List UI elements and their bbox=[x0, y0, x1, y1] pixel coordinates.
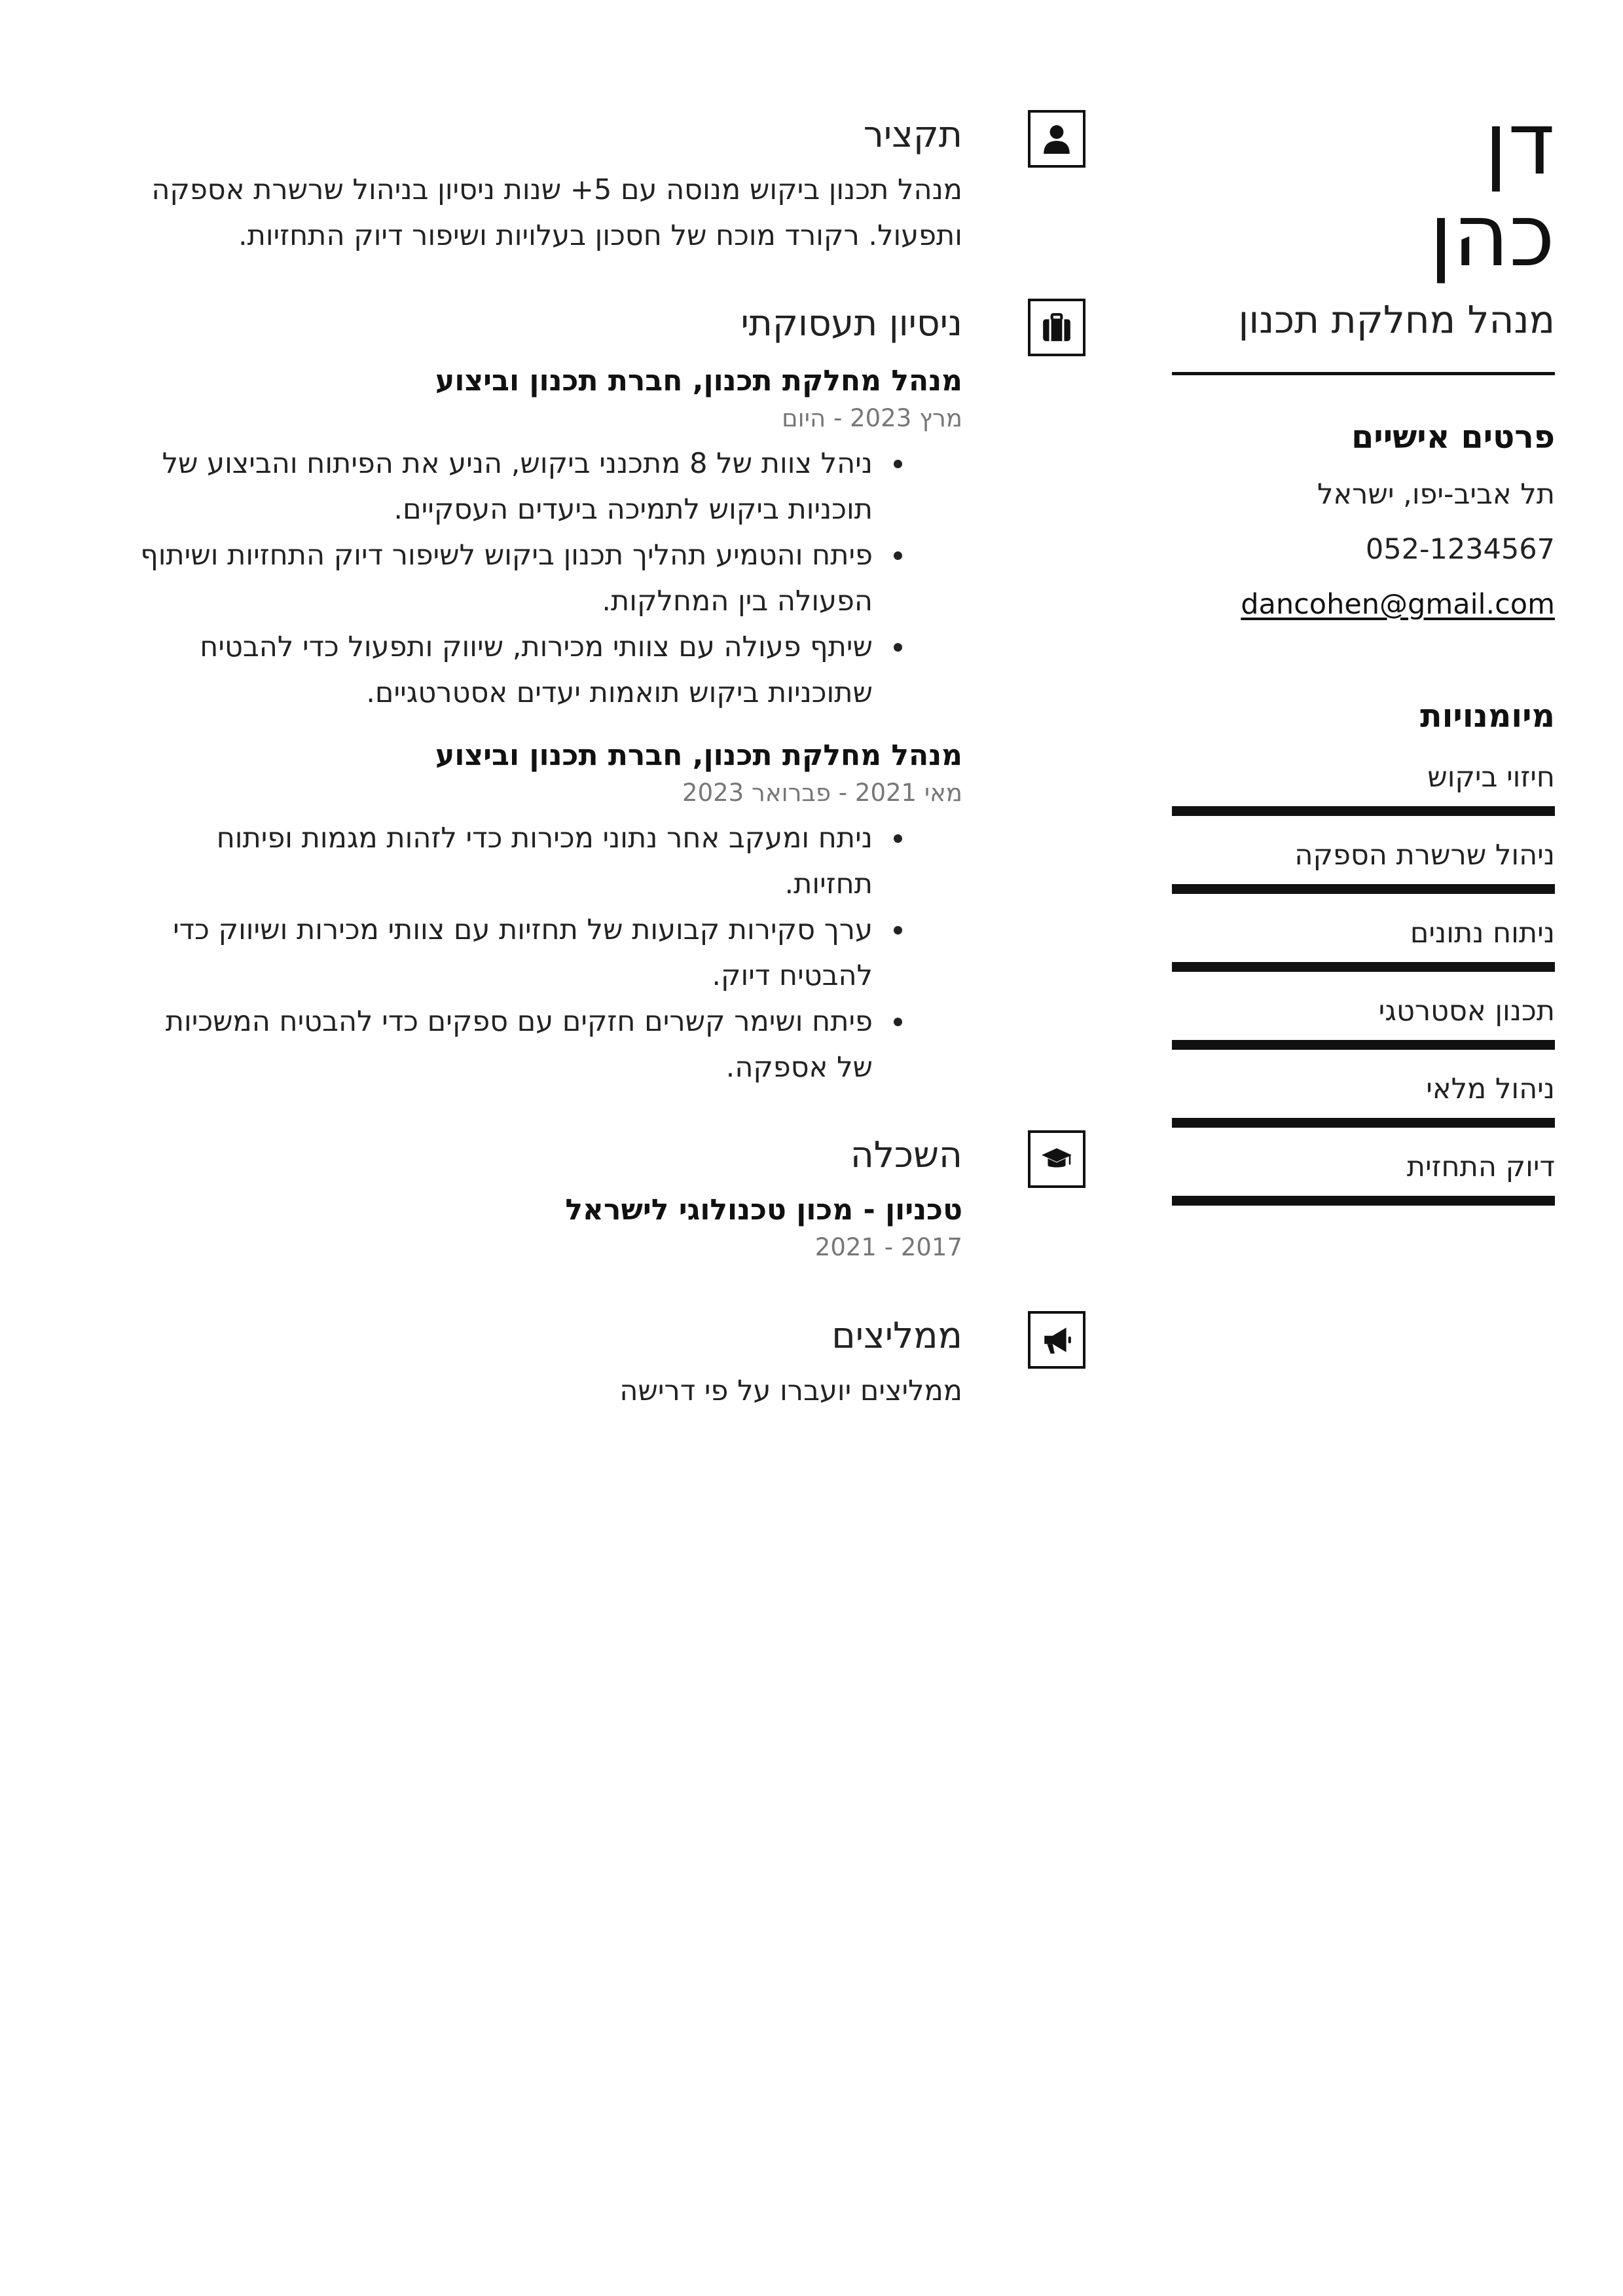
skill-label: תכנון אסטרטגי bbox=[1378, 995, 1555, 1028]
email-item bbox=[1172, 585, 1555, 624]
job-bullet: • פיתח ושימר קשרים חזקים עם ספקים כדי להבטיח המשכיות של אספקה. bbox=[128, 999, 881, 1090]
job-title: מנהל מחלקת תכנון, חברת תכנון וביצוע bbox=[435, 364, 962, 398]
skill-level-bar bbox=[1172, 806, 1555, 816]
personal-details-heading: פרטים אישיים bbox=[1351, 418, 1555, 456]
main-column bbox=[128, 108, 962, 1414]
summary-title: תקציר bbox=[863, 113, 962, 155]
references-text: ממליצים יועברו על פי דרישה bbox=[619, 1375, 962, 1407]
skills-heading: מיומנויות bbox=[1420, 697, 1555, 735]
graduation-cap-icon bbox=[1028, 1130, 1085, 1188]
job-bullets bbox=[128, 441, 962, 716]
skill-item bbox=[1172, 991, 1555, 1050]
skill-level-fill bbox=[1172, 806, 1555, 816]
job-entry bbox=[128, 735, 962, 1090]
job-title: מנהל מחלקת תכנון, חברת תכנון וביצוע bbox=[435, 739, 962, 772]
skill-level-bar bbox=[1172, 1118, 1555, 1128]
job-dates: מרץ 2023 - היום bbox=[782, 404, 962, 432]
email-link[interactable]: dancohen@gmail.com bbox=[1241, 588, 1555, 621]
skill-item bbox=[1172, 758, 1555, 816]
summary-text: מנהל תכנון ביקוש מנוסה עם 5+ שנות ניסיון בניהול שרשרת אספקה ותפעול. רקורד מוכח של חסכון בעלויות ושיפור דיוק התחזיות. bbox=[151, 174, 962, 252]
education-title: השכלה bbox=[850, 1134, 962, 1176]
job-bullets bbox=[128, 815, 962, 1090]
person-icon bbox=[1028, 110, 1085, 168]
school-name: טכניון - מכון טכנולוגי לישראל bbox=[565, 1193, 962, 1227]
skill-level-bar bbox=[1172, 1040, 1555, 1050]
skill-item bbox=[1172, 1147, 1555, 1206]
briefcase-icon bbox=[1028, 299, 1085, 356]
skills-list bbox=[1172, 758, 1555, 1206]
skill-level-bar bbox=[1172, 884, 1555, 894]
job-bullet: • שיתף פעולה עם צוותי מכירות, שיווק ותפעול כדי להבטיח שתוכניות ביקוש תואמות יעדים אסטרטגיים. bbox=[128, 624, 881, 716]
experience-section bbox=[128, 297, 962, 1090]
experience-title: ניסיון תעסוקתי bbox=[740, 302, 962, 344]
job-dates: מאי 2021 - פברואר 2023 bbox=[682, 779, 962, 807]
skill-label: ניתוח נתונים bbox=[1410, 917, 1555, 950]
job-title: מנהל מחלקת תכנון bbox=[1238, 297, 1555, 342]
location-text: תל אביב-יפו, ישראל bbox=[1317, 478, 1555, 511]
last-name: כהן bbox=[1429, 185, 1555, 286]
sidebar-divider bbox=[1172, 372, 1555, 375]
summary-section bbox=[128, 108, 962, 259]
skill-level-bar bbox=[1172, 962, 1555, 972]
job-bullet: • ערך סקירות קבועות של תחזיות עם צוותי מכירות ושיווק כדי להבטיח דיוק. bbox=[128, 907, 881, 999]
skill-level-fill bbox=[1172, 1196, 1555, 1206]
first-name: דן bbox=[1484, 94, 1555, 194]
skill-level-fill bbox=[1172, 884, 1555, 894]
education-section bbox=[128, 1128, 962, 1265]
skill-label: ניהול מלאי bbox=[1426, 1073, 1555, 1105]
job-entry bbox=[128, 361, 962, 716]
skill-item bbox=[1172, 914, 1555, 972]
references-title: ממליצים bbox=[831, 1314, 962, 1356]
sidebar bbox=[1172, 94, 1555, 1206]
job-bullet: • ניתח ומעקב אחר נתוני מכירות כדי לזהות מגמות ופיתוח תחזיות. bbox=[128, 815, 881, 907]
skill-level-bar bbox=[1172, 1196, 1555, 1206]
education-dates: 2017 - 2021 bbox=[814, 1233, 962, 1261]
references-section bbox=[128, 1309, 962, 1414]
skill-label: דיוק התחזית bbox=[1406, 1151, 1555, 1183]
skill-level-fill bbox=[1172, 1040, 1555, 1050]
skill-label: חיזוי ביקוש bbox=[1427, 761, 1555, 794]
skill-level-fill bbox=[1172, 1118, 1555, 1128]
phone-text: 052-1234567 bbox=[1365, 533, 1555, 566]
job-bullet: • פיתח והטמיע תהליך תכנון ביקוש לשיפור דיוק התחזיות ושיתוף הפעולה בין המחלקות. bbox=[128, 532, 881, 624]
skill-item bbox=[1172, 1069, 1555, 1128]
job-bullet: • ניהל צוות של 8 מתכנני ביקוש, הניע את הפיתוח והביצוע של תוכניות ביקוש לתמיכה ביעדים העסקיים. bbox=[128, 441, 881, 532]
skill-label: ניהול שרשרת הספקה bbox=[1294, 839, 1555, 872]
skill-level-fill bbox=[1172, 962, 1555, 972]
skill-item bbox=[1172, 836, 1555, 894]
megaphone-icon bbox=[1028, 1311, 1085, 1369]
